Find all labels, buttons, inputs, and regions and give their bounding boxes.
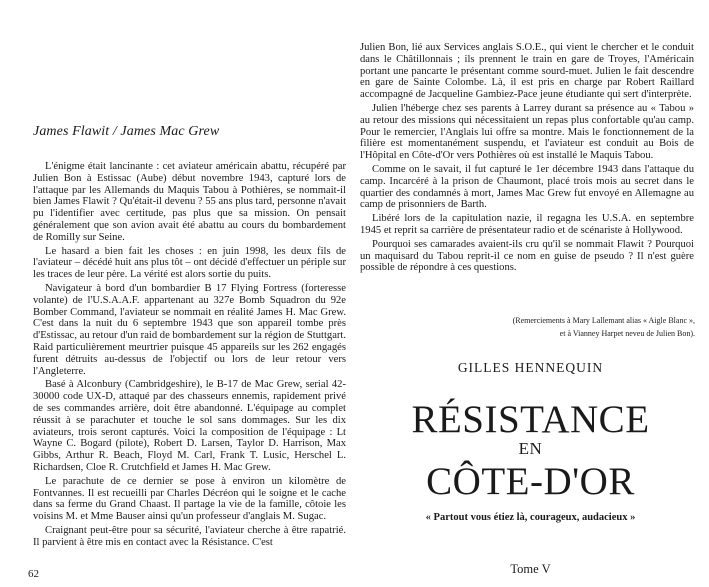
paragraph: Julien l'héberge chez ses parents à Larrey durant sa présence au « Tabou » au retour des missions qui nécessitaient un repas plus confortable qu'au camp. Pour le remercier, l'Anglais lui offre sa montre. Mais le fonctionnement de la filière est momentanément suspendu, et l'aviateur est conduit au Bois de l'Hôpital en Côte-d'Or vers Pothières où est installé le Maquis Tabou. (360, 102, 694, 162)
paragraph: Le hasard a bien fait les choses : en juin 1998, les deux fils de l'aviateur – décédé huit ans plus tôt – ont décidé d'effectuer un périple sur les traces de leur père. La vérité est alors sortie du puits. (33, 245, 346, 281)
section-title: James Flawit / James Mac Grew (33, 124, 220, 139)
volume-label: Tome V (510, 562, 551, 576)
book-subtitle: « Partout vous étiez là, courageux, audacieux » (425, 512, 636, 523)
paragraph: Navigateur à bord d'un bombardier B 17 Flying Fortress (forteresse volante) de l'U.S.A.A.F. appartenant au 327e Bomb Squadron du 92e Bomber Command, l'aviateur se nommait en réalité James H. Mac Grew. C'est dans la nuit du 6 septembre 1943 que son appareil tombe près d'Estissac, au retour d'un raid de bombardement sur la région de Stuttgart. Raid particulièrement meurtrier puisque 45 appareils sur les 262 engagés furent détruits au-dessus de l'objectif ou lors de leur retour vers l'Angleterre. (33, 282, 347, 377)
paragraph: L'énigme était lancinante : cet aviateur américain abattu, récupéré par Julien Bon à Estissac (Aube) début novembre 1943, capturé lors de l'attaque par les Allemands du Maquis Tabou à Pothières, se nommait-il bien James Flawit ? Qu'était-il devenu ? 55 ans plus tard, personne n'avait pu l'identifier avec certitude, pas plus que sa mission. On pensait généralement que son avion avait été abattu au cours du bombardement de Romilly sur Seine. (33, 161, 347, 243)
acknowledgements (435, 314, 695, 340)
acknowledgement-line: (Remerciements à Mary Lallemant alias « Aigle Blanc », (512, 316, 695, 325)
paragraph: Le parachute de ce dernier se pose à environ un kilomètre de Fontvannes. Il est recueilli par Charles Décréon qui le soigne et le cache dans sa ferme du Grand Chaast. Il partage la vie de la famille, côtoie les voisins M. et Mme Bauser ainsi qu'un professeur d'anglais M. Sugac. (33, 475, 346, 523)
paragraph: Comme on le savait, il fut capturé le 1er décembre 1943 dans l'attaque du camp. Incarcéré à la prison de Chaumont, placé trois mois au secret dans le quartier des condamnés à mort, James Mac Grew fut envoyé en Allemagne au camp de prisonniers de Barth. (360, 163, 694, 211)
book-title-line-3: CÔTE-D'OR (426, 460, 635, 503)
left-article-body (33, 161, 346, 549)
paragraph: Libéré lors de la capitulation nazie, il regagna les U.S.A. en septembre 1945 et reprit sa carrière de présentateur radio et de scénariste à Hollywood. (360, 213, 694, 236)
book-title-line-2: EN (518, 439, 543, 458)
page-number: 62 (28, 568, 39, 580)
book-author: GILLES HENNEQUIN (457, 360, 604, 375)
right-page (352, 0, 709, 587)
paragraph: Julien Bon, lié aux Services anglais S.O.E., qui vient le chercher et le conduit dans le Châtillonnais ; ils prennent le train en gare de Troyes, l'Américain portant une pancarte le présentant comme sourd-muet. Julien le fait descendre en gare de Sainte Colombe. Là, il est pris en charge par Robert Raillard accompagné de Jacqueline Gambiez-Pace jeune étudiante qui sert d'interprète. (360, 42, 694, 101)
book-title-line-1: RÉSISTANCE (411, 398, 650, 441)
paragraph: Pourquoi ses camarades avaient-ils cru qu'il se nommait Flawit ? Pourquoi un maquisard du Tabou reprit-il ce nom en guise de pseudo ? Il n'est guère possible de répondre à ces questions. (360, 238, 694, 274)
left-page (0, 0, 352, 587)
acknowledgement-line: et à Vianney Harpet neveu de Julien Bon). (559, 329, 695, 338)
right-article-body (360, 42, 694, 274)
paragraph: Craignant peut-être pour sa sécurité, l'aviateur cherche à être rapatrié. Il parvient à être mis en contact avec la Résistance. C'est (33, 524, 346, 548)
paragraph: Basé à Alconbury (Cambridgeshire), le B-17 de Mac Grew, serial 42-30000 code UX-D, attaqué par des chasseurs ennemis, rapidement privé de ses commandes arrière, doit être abandonné. L'équipage au complet réussit à se parachuter et touche le sol sans dommages. Sur les dix aviateurs, trois seront capturés. Voici la composition de l'équipage : Lt Wayne C. Bogard (pilote), Robert D. Larsen, Taylor D. Harrison, Max Gibbs, Arthur R. Beach, Floyd M. Carl, Frank T. Lusic, Herschel L. Richardsen, Cloe R. Crutchfield et James H. Mac Grew. (33, 379, 346, 473)
